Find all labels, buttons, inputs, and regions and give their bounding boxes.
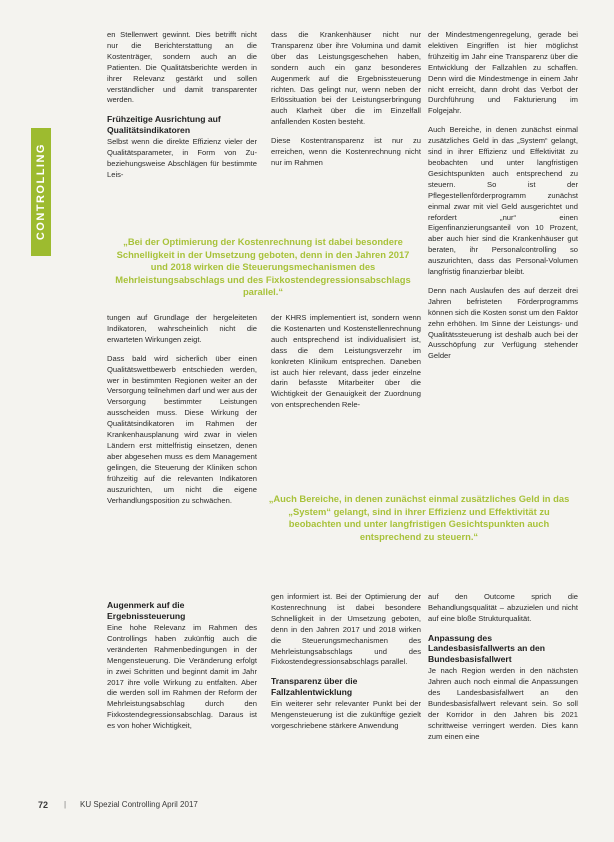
column-2-top (271, 30, 421, 248)
page-number: 72 (38, 800, 49, 810)
journal-name: KU Spezial Controlling April 2017 (80, 800, 198, 809)
column-1-middle (107, 313, 257, 591)
column-1-bottom (107, 600, 257, 790)
section-tab (31, 128, 51, 256)
footer-separator: | (64, 800, 67, 809)
subheading: Transparenz über die Fallzahlentwicklung (271, 676, 358, 697)
paragraph: Denn nach Auslaufen des auf derzeit drei Jahren befristeten Förderprogramms können sich die Kosten sonst um den Faktor zehn erhöhen. Im Sinne der Leistungs- und Qualitätssteuerung ist deshalb auch bei der Ausschöpfung zur Verfügung stehender Gelder (428, 285, 578, 361)
pull-quote-1: „Bei der Optimierung der Kostenrechnung ist dabei besondere Schnelligkeit in der Umsetzung geboten, denn in den Jahren 2017 und 2018 wirken die Steuerungsmechanismen des Mehrleistungsabschlags und des Fixkostendegressionsabschlags parallel.“ (115, 236, 411, 298)
column-2-middle (271, 313, 421, 478)
pull-quote-2: „Auch Bereiche, in denen zunächst einmal zusätzliches Geld in das „System“ gelangt, sind in ihrer Effizienz und Effektivität zu beobachten und unter langfristigen Gesichtspunkten auch entsprechend zu steuern.“ (268, 493, 570, 542)
paragraph: der Mindestmengenregelung, gerade bei elektiven Eingriffen ist hier möglichst frühzeitig im Jahr eine Transparenz über die Entwicklung der Fallzahlen zu schaffen. Denn wird die Mindestmenge in einem Jahr nicht erreicht, dann droht das Verbot der Durchführung und Fakturierung im Folgejahr. (428, 30, 578, 116)
paragraph: tungen auf Grundlage der hergeleiteten Indikatoren, wahrscheinlich nicht die erwarteten Wirkungen zeigt. (107, 313, 257, 344)
column-2-bottom (271, 592, 421, 790)
paragraph: Ein weiterer sehr relevanter Punkt bei der Mengensteuerung ist die zukünftige gezielt vorgeschriebene stärkere Anwendung (271, 699, 421, 731)
paragraph: Dass bald wird sicherlich über einen Qualitätswettbewerb entschieden werden, wer in bestimmten Regionen weiter an der Versorgung teilnehmen darf und wer aus der Versorgung bestimmter Leistungen ausscheiden muss. Diese Wirkung der Qualitätsindikatoren im Rahmen der Krankenhausplanung wird zwar in vielen Ländern erst mittelfristig einsetzen, denen aber abgesehen muss es dem Management gelingen, die Steuerung der Kliniken schon frühzeitig auf die relevanten Indikatoren auszurichten, um nicht die eigene Verhandlungsposition zu schwächen. (107, 353, 257, 505)
subheading: Augenmerk auf die Ergebnissteuerung (107, 600, 186, 621)
section-tab-label: CONTROLLING (35, 143, 47, 241)
paragraph: auf den Outcome sprich die Behandlungsqualität – abzuzielen und nicht auf eine bloße Strukturqualität. (428, 592, 578, 623)
column-3-top (428, 30, 578, 475)
paragraph: Diese Kostentransparenz ist nur zu erreichen, wenn die Kostenrechnung nicht nur im Rahmen (271, 136, 421, 167)
paragraph: Eine hohe Relevanz im Rahmen des Controllings haben zukünftig auch die veränderten Rahmenbedingungen in der Mengensteuerung. Die Veränderung erfolgt in zwei Schritten und beginnt damit im Jahr 2017 ihre volle Wirkung zu entfalten. Aber die werden soll im Rahmen der Reform der Mehrleistungsabschlag durch den Fixkostendegressionsabschlag. Daraus ist es von hoher Wichtigkeit, (107, 623, 257, 731)
paragraph: gen informiert ist. Bei der Optimierung der Kostenrechnung ist dabei besondere Schnelligkeit in der Umsetzung geboten, denn in den Jahren 2017 und 2018 wirken die Steuerungsmechanismen des Mehrleistungsabschlags und des Fixkostendegressionsabschlags parallel. (271, 592, 421, 667)
column-1-top (107, 30, 257, 248)
subheading: Anpassung des Landesbasisfallwerts an den Bundesbasisfallwert (428, 632, 546, 664)
paragraph: Je nach Region werden in den nächsten Jahren auch noch einmal die Anpassungen des Landesbasisfallwert an den Bundesbasisfallwert relevant sein. So soll der Korridor in den Jahren bis 2021 schrittweise verringert werden. Dies kann zum einen eine (428, 666, 578, 741)
subheading: Frühzeitige Ausrichtung auf Qualitätsindikatoren (107, 114, 221, 135)
paragraph: en Stellenwert gewinnt. Dies betrifft nicht nur die Berichterstattung an die Kostenträger, sondern auch an die Patienten. Die Qualitätsberichte werden in ihrer Relevanz gestärkt und sollen verständlicher und damit transparenter werden. (107, 30, 257, 105)
paragraph: Selbst wenn die direkte Effizienz vieler der Qualitätsparameter, in Form von Zu- beziehungsweise Abschlägen für bestimmte Leis- (107, 137, 257, 180)
page-footer (0, 800, 614, 820)
paragraph: der KHRS implementiert ist, sondern wenn die Kostenarten und Kostenstellenrechnung auch entsprechend ist individualisiert ist, dass die dem Leistungsverzehr im konkreten Klinikum entsprechen. Daneben ist auch hier relevant, dass jeder einzelne darin befasste Mitarbeiter über die Wichtigkeit der Genauigkeit der Zuordnung von entsprechenden Rele- (271, 313, 421, 410)
paragraph: Auch Bereiche, in denen zunächst einmal zusätzliches Geld in das „System“ gelangt, sind in ihrer Effizienz und Effektivität zu beobachten und unter langfristigen Gesichtspunkten auch entsprechend zu steuern. So ist der Pflegestellenförderprogramm zunächst einmal zwar mit viel Geld ausgerichtet und refordert „nur“ einen Eigenfinanzierungsanteil von 10 Prozent, aber auch hier sind die Krankenhäuser gut beraten, ihr Personalcontrolling so auszurichten, dass das Personal-Volumen langfristig finanzierbar bleibt. (428, 125, 578, 277)
paragraph: dass die Krankenhäuser nicht nur Transparenz über ihre Volumina und damit über das Leistungsgeschehen haben, sondern auch ein ganz besonderes Augenmerk auf die Ergebnissteuerung richten. Das gelingt nur, wenn neben der Erlössituation bei der Leistungserbringung auch Klarheit über die im Einzelfall anfallenden Kosten besteht. (271, 30, 421, 127)
column-3-bottom (428, 592, 578, 790)
